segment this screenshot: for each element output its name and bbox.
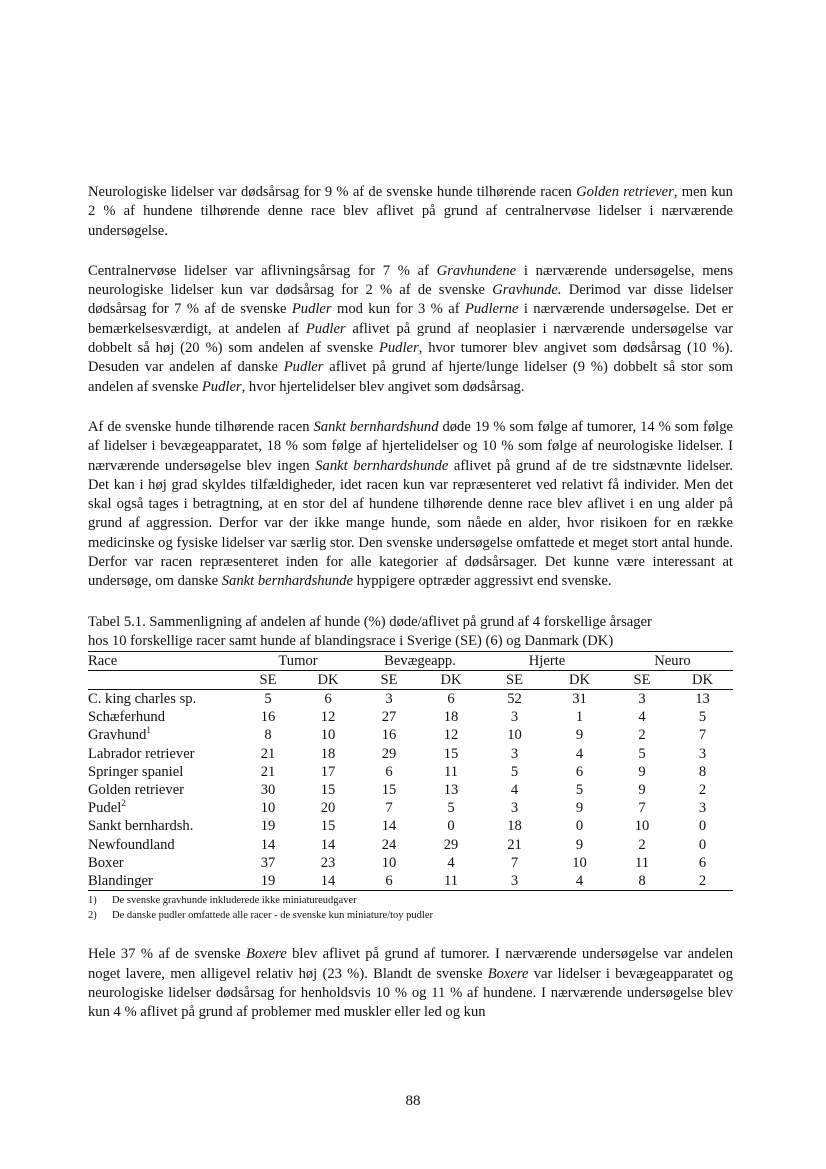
cell-value: 10: [320, 727, 336, 744]
table-row: [88, 872, 733, 891]
cell-value: 5: [447, 800, 455, 817]
cell-value: 4: [547, 872, 612, 891]
cell-value: 0: [698, 818, 707, 835]
cell-value: 7: [638, 800, 646, 817]
cell-value: 21: [507, 836, 522, 853]
footnote-text: De danske pudler omfattede alle racer - de svenske kun miniature/toy pudler: [112, 910, 434, 922]
cell-value: 15: [320, 818, 336, 835]
cell-value: 3: [510, 745, 519, 762]
footnote-text: De svenske gravhunde inkluderede ikke miniatureudgaver: [112, 895, 357, 907]
cell-value: 52: [507, 691, 522, 708]
page-number: 88: [405, 1093, 421, 1109]
table-row: [88, 745, 733, 763]
table-row: [88, 690, 733, 709]
cell-value: 12: [443, 727, 459, 744]
cell-value: 3: [510, 709, 519, 726]
cell-value: 5: [510, 763, 519, 780]
italic-term: Golden retriever: [576, 184, 674, 200]
header-empty: [88, 670, 238, 689]
cell-value: 31: [572, 691, 587, 708]
cell-value: 9: [575, 800, 584, 817]
footnote: [88, 908, 733, 923]
header-se: SE: [482, 670, 547, 689]
cell-value: 4: [447, 854, 455, 871]
cell-value: 5: [698, 709, 707, 726]
cell-value: 15: [443, 745, 459, 762]
cell-value: 11: [634, 854, 650, 871]
cell-value: 5: [575, 782, 584, 799]
header-se: SE: [358, 670, 420, 689]
footnote: [88, 893, 733, 908]
cell-value: 18: [443, 709, 459, 726]
cell-value: 4: [575, 745, 584, 762]
cell-value: 3: [698, 745, 707, 762]
cell-value: 6: [385, 763, 393, 780]
cell-value: 8: [698, 763, 707, 780]
cell-race: Labrador retriever: [88, 745, 195, 762]
header-group-neuro: Neuro: [612, 651, 733, 670]
cell-value: 9: [575, 836, 584, 853]
cell-race: Sankt bernhardsh.: [88, 818, 194, 835]
header-se: SE: [238, 670, 298, 689]
cell-value: 3: [510, 800, 519, 817]
cell-value: 19: [260, 818, 276, 835]
table-row: [88, 836, 733, 854]
cell-value: 29: [381, 745, 397, 762]
italic-term: Pudler: [378, 340, 419, 357]
italic-term: Gravhunde.: [492, 282, 562, 299]
cell-value: 4: [638, 709, 646, 726]
document-page: [88, 183, 733, 1043]
cell-value: 16: [381, 727, 397, 744]
header-se: SE: [612, 670, 672, 689]
cell-value: 10: [381, 854, 397, 871]
cell-value: 2: [672, 872, 733, 891]
table-footnotes: [88, 893, 733, 923]
cell-value: 10: [260, 800, 276, 817]
table-caption: [88, 613, 733, 651]
cell-value: 29: [443, 836, 459, 853]
cell-value: 21: [260, 745, 276, 762]
header-dk: DK: [672, 670, 733, 689]
cell-value: 20: [320, 800, 336, 817]
cell-value: 17: [320, 763, 336, 780]
cell-value: 18: [507, 818, 522, 835]
paragraph-3: Af de svenske hunde tilhørende racen Sankt bernhardshund døde 19 % som følge af tumorer, 14 % som følge af lidelser i bevægeapparatet, 18 % som følge af hjertelidelser og 10 % som følge af neurologiske lidelser. I nærværende undersøgelse blev ingen Sankt bernhardshunde aflivet på grund af de tre sidstnævnte lidelser. Det kan i høj grad skyldes tilfældigheder, idet racen kun var repræsenteret ved relativt få individer. Men det skal også tages i betragtning, at en stor del af hundene tilhørende denne race blev aflivet i en ung alder på grund af aggression. Derfor var der ikke mange hunde, som nåede en alder, hvor risikoen for en række medicinske og fysiske lidelser var særlig stor. Den svenske undersøgelse omfattede et meget stort antal hunde. Derfor var racen repræsenteret inden for alle kategorier af dødsårsager. Det kunne være interessant at undersøge, om danske Sankt bernhardshunde hyppigere optræder aggressivt end svenske.: [88, 418, 733, 590]
cell-value: 0: [447, 818, 455, 835]
italic-term: Gravhundene: [436, 262, 517, 279]
table-body: [88, 690, 733, 891]
cell-value: 8: [612, 872, 672, 891]
cell-value: 15: [320, 782, 336, 799]
italic-term: Pudler: [305, 320, 346, 337]
cell-value: 2: [638, 836, 646, 853]
cell-value: 0: [698, 836, 707, 853]
table-group-header-row: [88, 651, 733, 670]
cell-value: 21: [260, 763, 276, 780]
cell-value: 19: [238, 872, 298, 891]
header-group-bevaegeapp: Bevægeapp.: [358, 651, 482, 670]
table-sub-header-row: [88, 670, 733, 689]
cell-value: 24: [381, 836, 397, 853]
cell-value: 6: [324, 691, 332, 708]
table-row: [88, 799, 733, 817]
paragraph-4: Hele 37 % af de svenske Boxere blev aflivet på grund af tumorer. I nærværende undersøgelse var andelen noget lavere, men alligevel relativ høj (23 %). Blandt de svenske Boxere var lidelser i bevægeapparatet og neurologiske lidelser dødsårsag for henholdsvis 10 % og 11 % af hundene. I nærværende undersøgelse blev kun 4 % aflivet på grund af problemer med muskler eller led og kun: [88, 946, 734, 1021]
cell-value: 3: [638, 691, 646, 708]
cell-value: 14: [381, 818, 397, 835]
cell-value: 37: [260, 854, 276, 871]
header-dk: DK: [547, 670, 612, 689]
cell-value: 18: [320, 745, 336, 762]
italic-term: Pudler: [283, 359, 324, 376]
cell-value: 2: [638, 727, 646, 744]
italic-term: Sankt bernhardshunde: [221, 573, 353, 590]
cell-value: 9: [638, 763, 646, 780]
cell-value: 1: [575, 709, 584, 726]
cell-race: Schæferhund: [88, 709, 166, 726]
cell-value: 13: [695, 691, 710, 708]
italic-term: Pudler: [291, 301, 332, 318]
cell-value: 23: [320, 854, 336, 871]
cell-value: 14: [260, 836, 276, 853]
cell-race: C. king charles sp.: [88, 691, 197, 708]
header-dk: DK: [298, 670, 358, 689]
header-race: Race: [88, 651, 238, 670]
paragraph-1: Neurologiske lidelser var dødsårsag for 9 % af de svenske hunde tilhørende racen Golden retriever, men kun 2 % af hundene tilhørende denne race blev aflivet på grund af centralnervøse lidelser i nærværende undersøgelse.: [88, 184, 733, 239]
italic-term: Pudler: [201, 378, 242, 395]
cell-value: 11: [443, 763, 459, 780]
italic-term: Boxere: [487, 965, 529, 982]
table-row: [88, 817, 733, 835]
table-row: [88, 763, 733, 781]
italic-term: Pudlerne: [464, 301, 519, 318]
cell-value: 9: [575, 727, 584, 744]
cell-value: 2: [698, 782, 707, 799]
cell-value: 15: [381, 782, 397, 799]
cell-value: 7: [698, 727, 707, 744]
footnote-marker: 2: [121, 798, 126, 809]
cell-race: Golden retriever: [88, 782, 185, 799]
cell-value: 3: [698, 800, 707, 817]
cell-value: 14: [298, 872, 358, 891]
cell-race: Springer spaniel: [88, 763, 184, 780]
table-row: [88, 781, 733, 799]
comparison-table: [88, 651, 733, 892]
cell-value: 3: [385, 691, 393, 708]
footnote-marker: 1: [146, 725, 151, 736]
cell-value: 7: [510, 854, 519, 871]
table-caption-line-1: Tabel 5.1. Sammenligning af andelen af hunde (%) døde/aflivet på grund af 4 forskellige årsager: [88, 613, 652, 630]
cell-value: 6: [447, 691, 455, 708]
cell-value: 5: [264, 691, 272, 708]
cell-value: 16: [260, 709, 276, 726]
cell-race: Boxer: [88, 854, 124, 871]
cell-value: 9: [638, 782, 646, 799]
cell-value: 3: [482, 872, 547, 891]
cell-race: Newfoundland: [88, 836, 175, 853]
cell-value: 10: [507, 727, 522, 744]
italic-term: Boxere: [245, 946, 287, 963]
cell-value: 10: [572, 854, 587, 871]
cell-value: 6: [575, 763, 584, 780]
cell-race: Gravhund$^1$: [88, 725, 151, 744]
footnote-number: 2): [88, 910, 97, 922]
italic-term: Sankt bernhardshund: [313, 418, 439, 435]
cell-value: 27: [381, 709, 397, 726]
cell-race: Blandinger: [88, 872, 238, 891]
table-caption-line-2: hos 10 forskellige racer samt hunde af blandingsrace i Sverige (SE) (6) og Danmark (DK): [88, 632, 614, 649]
header-group-hjerte: Hjerte: [482, 651, 612, 670]
cell-value: 30: [260, 782, 276, 799]
cell-value: 10: [634, 818, 650, 835]
cell-value: 11: [420, 872, 482, 891]
cell-value: 6: [358, 872, 420, 891]
cell-value: 0: [575, 818, 584, 835]
cell-value: 13: [443, 782, 459, 799]
header-group-tumor: Tumor: [238, 651, 358, 670]
header-dk: DK: [420, 670, 482, 689]
cell-value: 4: [510, 782, 519, 799]
table-row: [88, 726, 733, 744]
cell-race: Pudel$^2$: [88, 798, 126, 817]
table-row: [88, 854, 733, 872]
paragraph-2: Centralnervøse lidelser var aflivningsårsag for 7 % af Gravhundene i nærværende undersøgelse, mens neurologiske lidelser kun var dødsårsag for 2 % af de svenske Gravhunde. Derimod var disse lidelser dødsårsag for 7 % af de svenske Pudler mod kun for 3 % af Pudlerne i nærværende undersøgelse. Det er bemærkelsesværdigt, at andelen af Pudler aflivet på grund af neoplasier i nærværende undersøgelse var dobbelt så høj (20 %) som andelen af svenske Pudler, hvor tumorer blev angivet som dødsårsag (10 %). Desuden var andelen af danske Pudler aflivet på grund af hjerte/lunge lidelser (9 %) dobbelt så stor som andelen af svenske Pudler, hvor hjertelidelser blev angivet som dødsårsag.: [88, 262, 734, 395]
italic-term: Sankt bernhardshunde: [315, 457, 449, 474]
cell-value: 14: [320, 836, 336, 853]
cell-value: 6: [698, 854, 707, 871]
cell-value: 12: [320, 709, 336, 726]
cell-value: 7: [385, 800, 393, 817]
cell-value: 8: [264, 727, 272, 744]
footnote-number: 1): [88, 895, 97, 907]
cell-value: 5: [638, 745, 646, 762]
table-row: [88, 708, 733, 726]
